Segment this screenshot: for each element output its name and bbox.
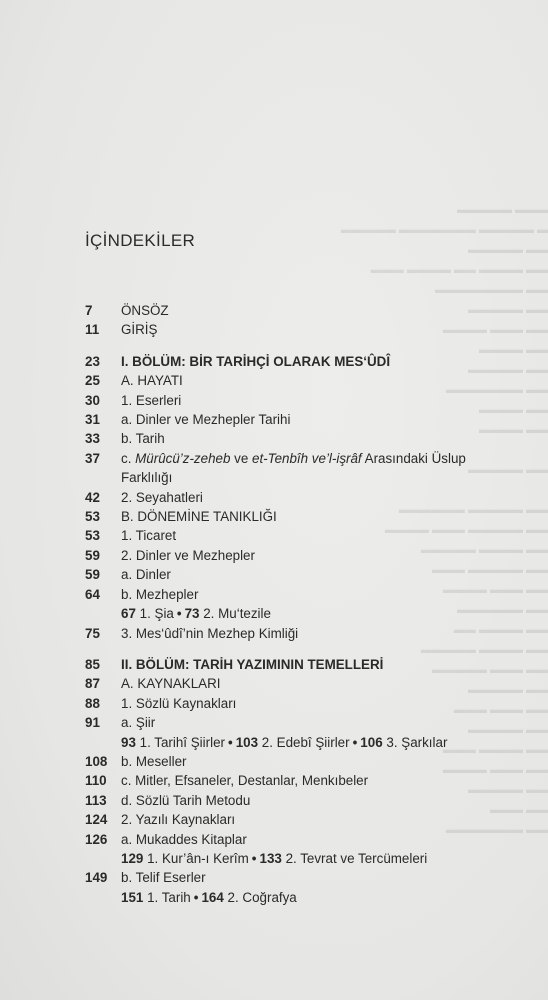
entry-title: 1. Ticaret: [121, 528, 177, 544]
toc-row: [85, 507, 525, 526]
toc-row: [85, 301, 525, 320]
toc-row: [85, 585, 525, 604]
page-number: 124: [85, 812, 108, 828]
page-number: 110: [85, 773, 107, 789]
toc-row: [85, 449, 525, 488]
entry-title: I. BÖLÜM: BİR TARİHÇİ OLARAK MES‘ÛDÎ: [121, 353, 391, 369]
toc-row: [85, 391, 525, 410]
page-number: 23: [85, 353, 100, 369]
page-number: 64: [85, 586, 100, 602]
entry-title: ÖNSÖZ: [121, 303, 169, 318]
entry-title: c. Mitler, Efsaneler, Destanlar, Menkıbeler: [121, 773, 369, 789]
entry-title: 3. Mes‘ûdî’nin Mezhep Kimliği: [121, 625, 299, 641]
entry-title: a. Mukaddes Kitaplar: [121, 831, 247, 847]
toc-row: [85, 410, 525, 429]
toc-row: [85, 565, 525, 584]
page-number: 108: [85, 753, 108, 769]
entry-title: 2. Yazılı Kaynakları: [121, 812, 236, 828]
entry-title: A. KAYNAKLARI: [121, 676, 221, 692]
page-number: 31: [85, 412, 100, 428]
toc-row: [85, 488, 525, 507]
toc-row: [85, 713, 525, 732]
table-of-contents: [85, 301, 525, 907]
page-number: 7: [85, 303, 93, 318]
entry-title: 1. Eserleri: [121, 392, 182, 408]
bleed-through-text: ▬▬▬ ▬▬▬▬▬ ▬ ▬▬▬▬▬ ▬▬▬▬▬▬▬ ▬▬▬▬▬ ▬▬ ▬▬▬▬▬ ▬▬ ▬▬▬▬ ▬▬ ▬▬▬▬ ▬▬▬ ▬▬ ▬▬▬▬▬▬▬▬ ▬▬ ▬▬▬▬▬ ▬▬ ▬▬▬ ▬▬▬▬ ▬▬ ▬▬▬▬ ▬▬ ▬▬▬▬▬ ▬▬ ▬▬▬▬▬▬▬ ▬▬ ▬▬▬▬ ▬▬ ▬▬▬▬ ▬▬ ▬▬▬▬▬ ▬▬ ▬▬▬▬▬ ▬▬▬▬▬▬ ▬▬ ▬▬▬▬▬ ▬▬▬ ▬▬▬▬ ▬▬ ▬▬▬▬ ▬▬▬▬▬ ▬▬ ▬▬▬▬▬ ▬▬▬ ▬▬ ▬▬▬ ▬▬▬▬ ▬▬ ▬▬▬▬▬▬ ▬▬ ▬▬▬▬ ▬▬ ▬▬ ▬▬▬▬ ▬▬▬▬▬ ▬▬ ▬▬▬ ▬▬▬▬▬ ▬▬ ▬▬▬▬▬ ▬▬ ▬▬▬ ▬▬▬ ▬▬ ▬▬▬▬▬ ▬▬ ▬▬▬▬ ▬▬▬ ▬▬ ▬▬▬ ▬▬▬▬ ▬▬ ▬▬▬▬▬ ▬▬ ▬▬▬ ▬▬ ▬▬▬▬▬▬▬: [340, 204, 548, 836]
toc-row: [85, 694, 525, 713]
page-number: 11: [85, 322, 100, 338]
toc-row: [85, 830, 525, 849]
toc-inline-subentries: 93 1. Tarihî Şiirler • 103 2. Edebî Şiirler • 106 3. Şarkılar: [121, 734, 448, 750]
entry-title: b. Telif Eserler: [121, 870, 206, 886]
entry-title: a. Şiir: [121, 715, 156, 731]
page-number: 85: [85, 656, 100, 672]
toc-row: [85, 546, 525, 565]
entry-title: a. Dinler ve Mezhepler Tarihi: [121, 412, 291, 428]
toc-row: [85, 868, 525, 887]
page-number: 87: [85, 676, 100, 692]
page-number: 37: [85, 450, 100, 466]
page-title: İÇİNDEKİLER: [85, 231, 196, 250]
page-number: 53: [85, 528, 100, 544]
entry-title: d. Sözlü Tarih Metodu: [121, 792, 251, 808]
page-number: 88: [85, 695, 100, 711]
toc-inline-subentries: 129 1. Kur’ân-ı Kerîm • 133 2. Tevrat ve Tercümeleri: [121, 850, 428, 866]
toc-inline-subentries: 151 1. Tarih • 164 2. Coğrafya: [121, 889, 297, 905]
toc-part-heading: [85, 655, 525, 674]
entry-title: b. Meseller: [121, 753, 187, 769]
page-number: 33: [85, 431, 100, 447]
page-number: 126: [85, 831, 108, 847]
page-number: 75: [85, 625, 100, 641]
page-number: 91: [85, 715, 100, 731]
entry-title: b. Mezhepler: [121, 586, 199, 602]
toc-part-heading: [85, 352, 525, 371]
entry-title: 1. Sözlü Kaynakları: [121, 695, 237, 711]
page-number: 53: [85, 509, 100, 525]
page-number: 30: [85, 392, 100, 408]
page-number: 42: [85, 489, 100, 505]
page-number: 25: [85, 373, 100, 389]
toc-row: [85, 752, 525, 771]
entry-title: 2. Dinler ve Mezhepler: [121, 547, 255, 563]
entry-title: A. HAYATI: [121, 373, 183, 389]
toc-inline-subentries: 67 1. Şia • 73 2. Mu‘tezile: [121, 606, 271, 622]
entry-title: II. BÖLÜM: TARİH YAZIMININ TEMELLERİ: [121, 656, 384, 672]
entry-title: 2. Seyahatleri: [121, 489, 203, 505]
entry-title: GİRİŞ: [121, 322, 158, 338]
toc-row: [85, 320, 525, 339]
page-number: 113: [85, 792, 107, 808]
toc-row: [85, 624, 525, 643]
toc-row: [85, 429, 525, 448]
toc-row: [85, 526, 525, 545]
entry-title: a. Dinler: [121, 567, 171, 583]
page-number: 59: [85, 567, 100, 583]
entry-title: B. DÖNEMİNE TANIKLIĞI: [121, 509, 277, 525]
entry-title: b. Tarih: [121, 431, 165, 447]
entry-title: c. Mürûcü’z-zeheb ve et-Tenbîh ve’l-işrâf Arasındaki Üslup Farklılığı: [121, 450, 466, 486]
toc-row: [85, 371, 525, 390]
toc-row: [85, 810, 525, 829]
toc-row: [85, 674, 525, 693]
toc-row: [85, 791, 525, 810]
page-number: 59: [85, 547, 100, 563]
toc-row: [85, 771, 525, 790]
page-number: 149: [85, 870, 108, 886]
